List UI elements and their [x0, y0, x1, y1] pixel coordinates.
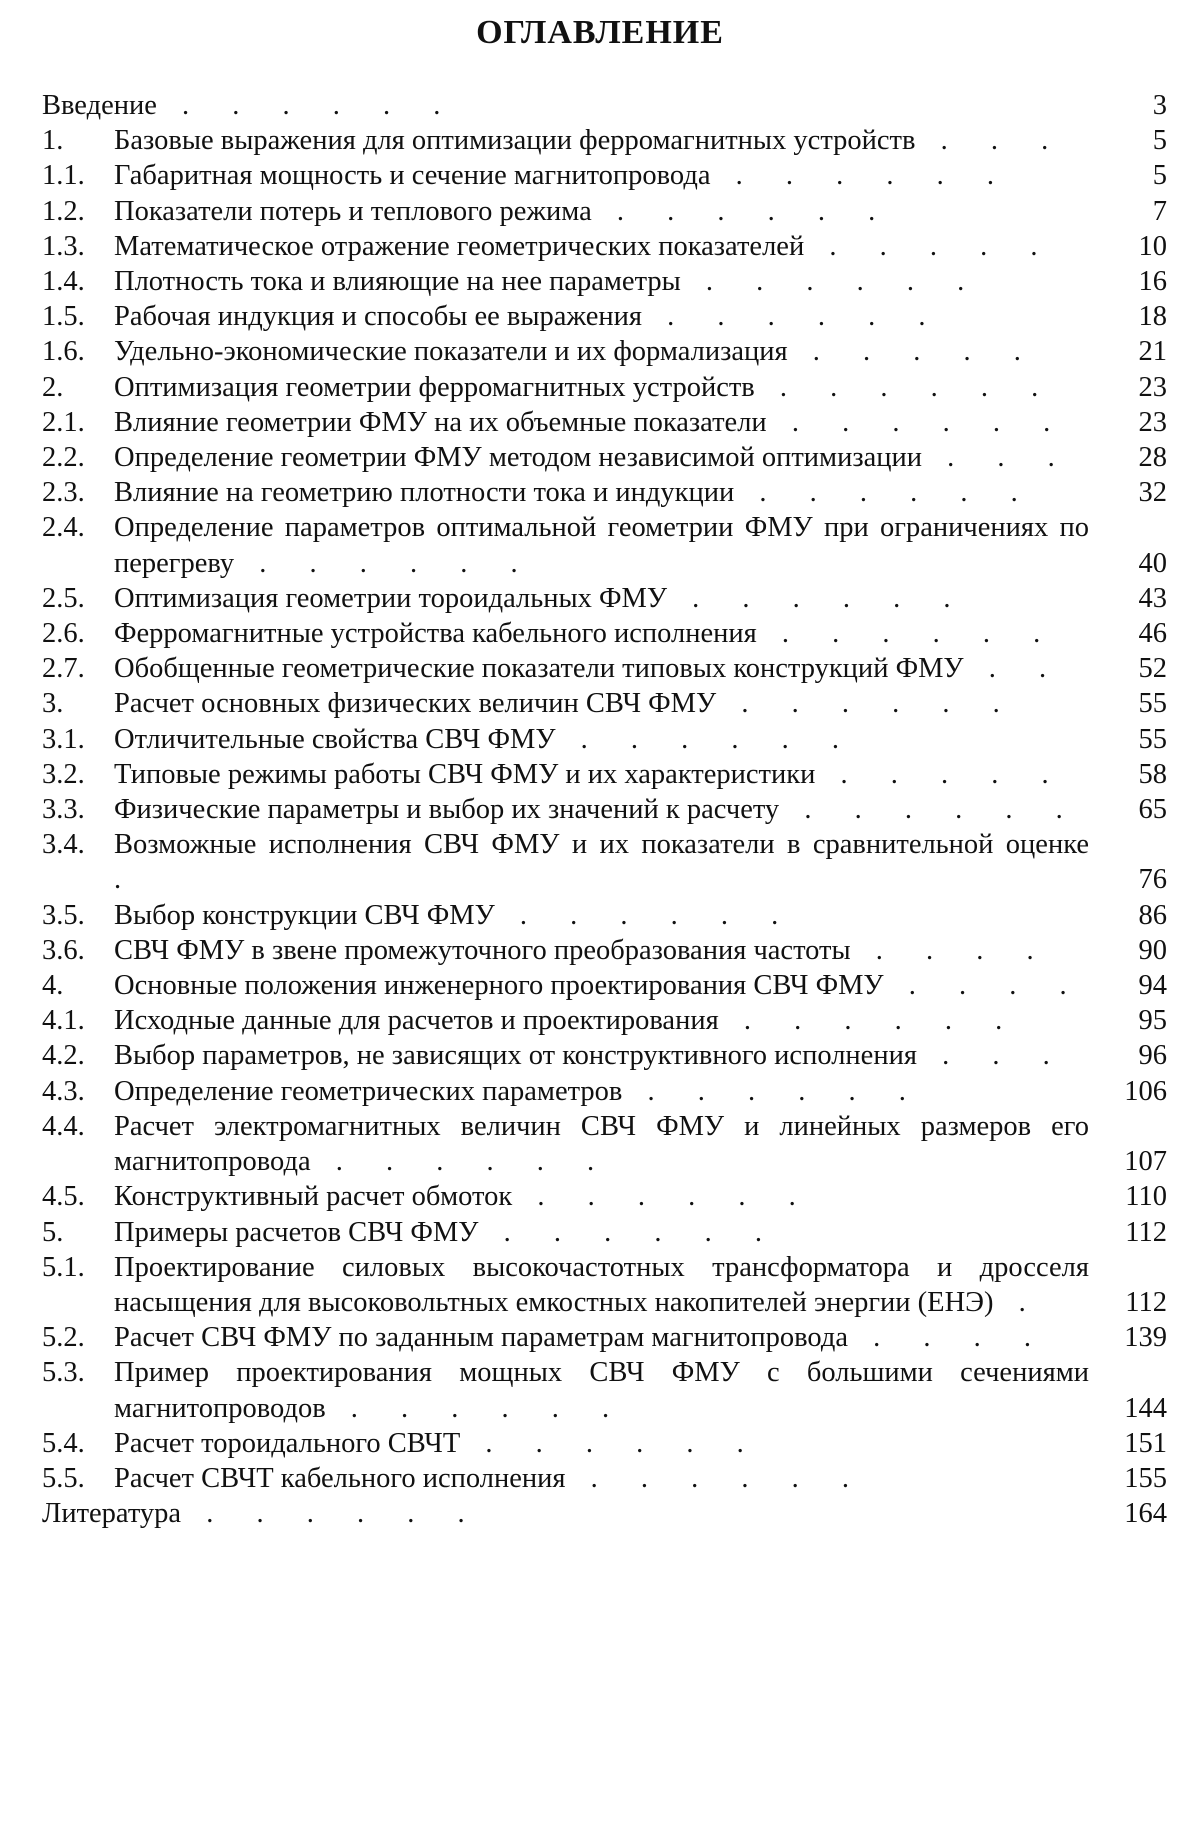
toc-entry-title-text: Влияние на геометрию плотности тока и индукции — [114, 477, 735, 509]
toc-entry-title — [114, 757, 1097, 792]
dot-leader: . . . . — [850, 934, 1052, 966]
toc-entry — [42, 1003, 1167, 1038]
toc-entry-title-text: Физические параметры и выбор их значений к расчету — [114, 794, 780, 826]
toc-entry-number: 1.6. — [42, 336, 85, 368]
toc-entry — [42, 475, 1167, 510]
dot-leader: . . . . . . — [642, 301, 944, 333]
toc-entry-title — [114, 968, 1097, 1003]
toc-entry-title — [114, 1003, 1097, 1038]
toc-entry-page: 7 — [1152, 195, 1167, 227]
toc-entry — [42, 405, 1167, 440]
toc-entry-title — [114, 1250, 1097, 1320]
toc-entry-number: 1.1. — [42, 160, 85, 192]
toc-entry-title — [114, 1320, 1097, 1355]
dot-leader: . . . . . . — [734, 477, 1036, 509]
toc-entry — [42, 616, 1167, 651]
toc-entry-title — [114, 686, 1097, 721]
toc-entry-number: 2.5. — [42, 582, 85, 614]
toc-entry-title — [114, 581, 1097, 616]
toc-entry-title-text: Расчет СВЧ ФМУ по заданным параметрам магнитопровода — [114, 1322, 849, 1354]
toc-entry-title-text: Конструктивный расчет обмоток — [114, 1181, 513, 1213]
toc-entry-page: 23 — [1138, 371, 1167, 403]
toc-entry-number: 5.4. — [42, 1427, 85, 1459]
toc-entry-page: 52 — [1138, 653, 1167, 685]
toc-entry — [42, 581, 1167, 616]
dot-leader: . . . . . . — [756, 618, 1059, 650]
dot-leader: . . . . . . — [234, 547, 536, 579]
toc-entry-title — [114, 1074, 1097, 1109]
dot-leader: . . . . . . — [555, 723, 858, 755]
toc-entry-title — [114, 334, 1097, 369]
toc-entry-page: 10 — [1138, 230, 1167, 262]
toc-entry-number: 2.7. — [42, 653, 85, 685]
dot-leader: . . . . . . — [710, 160, 1013, 192]
toc-entry-title — [114, 475, 1097, 510]
toc-entry-title-text: Удельно-экономические показатели и их формализация — [114, 336, 788, 368]
dot-leader: . . . . . . — [667, 582, 969, 614]
toc-entry-page: 86 — [1138, 899, 1167, 931]
toc-entry-number: 3.4. — [42, 829, 85, 861]
toc-entry-title-text: Габаритная мощность и сечение магнитопровода — [114, 160, 711, 192]
toc-entry-page: 155 — [1124, 1462, 1167, 1494]
toc-entry-page: 106 — [1124, 1075, 1167, 1107]
toc-entry-page: 40 — [1138, 547, 1167, 579]
dot-leader: . . . . . . — [754, 371, 1057, 403]
toc-entry-title-text: Математическое отражение геометрических показателей — [114, 230, 805, 262]
dot-leader: . . . — [915, 125, 1067, 157]
toc-entry-title-text: Оптимизация геометрии ферромагнитных устройств — [114, 371, 755, 403]
toc-entry-title-text: Проектирование силовых высокочастотных трансформатора и дросселя насыщения для высоковольтных емкостных накопителей энергии (ЕНЭ) — [114, 1251, 1089, 1318]
toc-entry — [42, 1426, 1167, 1461]
toc-entry-title-text: Расчет основных физических величин СВЧ ФМУ — [114, 688, 717, 720]
toc-entry-page: 107 — [1124, 1146, 1167, 1178]
toc-entry — [42, 510, 1167, 580]
toc-entry-number: 2.1. — [42, 406, 85, 438]
toc-entry — [42, 229, 1167, 264]
toc-entry-title — [114, 299, 1097, 334]
toc-entry-title — [114, 898, 1097, 933]
toc-entry-page: 94 — [1138, 970, 1167, 1002]
toc-entry — [42, 1250, 1167, 1320]
toc-entry-number: 1.2. — [42, 195, 85, 227]
dot-leader: . . . . . . — [622, 1075, 924, 1107]
toc-entry-title — [114, 370, 1097, 405]
toc-entry-number: 5.2. — [42, 1322, 85, 1354]
toc-entry — [42, 1179, 1167, 1214]
toc-entry-page: 110 — [1125, 1181, 1167, 1213]
toc-entry-page: 32 — [1138, 477, 1167, 509]
toc-entry-page: 139 — [1124, 1322, 1167, 1354]
toc-entry-title — [114, 1179, 1097, 1214]
toc-entry-title — [114, 1215, 1097, 1250]
toc-entry-number: 5. — [42, 1216, 64, 1248]
toc-entry-page: 16 — [1138, 266, 1167, 298]
toc-entry-title — [42, 1496, 1097, 1531]
toc-entry — [42, 1461, 1167, 1496]
toc-entry-title-text: Плотность тока и влияющие на нее параметры — [114, 266, 681, 298]
dot-leader: . . . . . . — [591, 195, 894, 227]
toc-entry-page: 46 — [1138, 618, 1167, 650]
toc-entry — [42, 88, 1167, 123]
toc-entry-title — [114, 827, 1097, 897]
toc-entry-title — [114, 1355, 1097, 1425]
toc-entry — [42, 757, 1167, 792]
toc-entry-title — [114, 616, 1097, 651]
toc-entry-page: 23 — [1138, 406, 1167, 438]
toc-entry-number: 4.3. — [42, 1075, 85, 1107]
toc-entry-number: 3.3. — [42, 794, 85, 826]
toc-entry-page: 144 — [1124, 1392, 1167, 1424]
toc-entry-title-text: Определение параметров оптимальной геометрии ФМУ при ограничениях по перегреву — [114, 512, 1089, 579]
toc-entry-title — [114, 405, 1097, 440]
toc-entry-number: 3.5. — [42, 899, 85, 931]
toc-entry-page: 43 — [1138, 582, 1167, 614]
toc-entry-number: 5.5. — [42, 1462, 85, 1494]
toc-entry-title — [114, 792, 1097, 827]
toc-entry-page: 65 — [1138, 794, 1167, 826]
toc-entry-number: 4. — [42, 970, 64, 1002]
toc-entry-title — [114, 158, 1097, 193]
dot-leader: . — [114, 864, 140, 896]
toc-entry-number: 4.1. — [42, 1005, 85, 1037]
toc-entry — [42, 1109, 1167, 1179]
toc-entry-title-text: Оптимизация геометрии тороидальных ФМУ — [114, 582, 668, 614]
toc-entry — [42, 827, 1167, 897]
toc-entry-title — [42, 88, 1097, 123]
toc-entry-page: 112 — [1125, 1216, 1167, 1248]
toc-entry-page: 90 — [1138, 934, 1167, 966]
toc-entry — [42, 123, 1167, 158]
dot-leader: . . . . — [883, 970, 1085, 1002]
toc-entry-page: 5 — [1152, 160, 1167, 192]
toc-entry — [42, 334, 1167, 369]
toc-entry-title-text: Отличительные свойства СВЧ ФМУ — [114, 723, 556, 755]
toc-entry-number: 2.6. — [42, 618, 85, 650]
toc-entry-title-text: Определение геометрии ФМУ методом независимой оптимизации — [114, 442, 923, 474]
toc-entry-page: 76 — [1138, 864, 1167, 896]
toc-entry-title — [114, 264, 1097, 299]
dot-leader: . . . . . . — [718, 1005, 1021, 1037]
toc-entry-page: 5 — [1152, 125, 1167, 157]
dot-leader: . . . . . — [815, 758, 1067, 790]
page-title: ОГЛАВЛЕНИЕ — [476, 14, 724, 51]
toc-entry-number: 1.3. — [42, 230, 85, 262]
toc-entry-number: 1. — [42, 125, 64, 157]
toc-entry-title-text: Влияние геометрии ФМУ на их объемные показатели — [114, 406, 767, 438]
toc-entry — [42, 299, 1167, 334]
toc-entry-title-text: Расчет СВЧТ кабельного исполнения — [114, 1462, 566, 1494]
toc-entry — [42, 722, 1167, 757]
toc-entry-title — [114, 1038, 1097, 1073]
dot-leader: . . . . . . — [460, 1427, 762, 1459]
toc-entry-title — [114, 510, 1097, 580]
toc-entry-title — [114, 123, 1097, 158]
toc-entry-title-text: Обобщенные геометрические показатели типовых конструкций ФМУ — [114, 653, 964, 685]
dot-leader: . . — [963, 653, 1065, 685]
dot-leader: . . . . . . — [325, 1392, 628, 1424]
toc-entry-title — [114, 440, 1097, 475]
toc-entry-page: 55 — [1138, 688, 1167, 720]
dot-leader: . . . . . . — [779, 794, 1081, 826]
toc-entry — [42, 651, 1167, 686]
toc-entry — [42, 194, 1167, 229]
toc-entry-page: 21 — [1138, 336, 1167, 368]
toc-entry-title-text: Исходные данные для расчетов и проектирования — [114, 1005, 719, 1037]
dot-leader: . . . . . . — [680, 266, 983, 298]
toc-entry-number: 4.4. — [42, 1110, 85, 1142]
toc-entry-number: 4.2. — [42, 1040, 85, 1072]
dot-leader: . . . . . . — [494, 899, 797, 931]
toc-entry — [42, 1320, 1167, 1355]
toc-entry-title — [114, 1426, 1097, 1461]
toc-entry-title — [114, 722, 1097, 757]
toc-entry-title-text: Расчет электромагнитных величин СВЧ ФМУ и линейных размеров его магнитопровода — [114, 1110, 1089, 1178]
toc-entry-page: 3 — [1152, 90, 1167, 121]
toc-entry-number: 5.1. — [42, 1251, 85, 1283]
toc-entry-number: 2. — [42, 371, 64, 403]
toc-entry-title — [114, 651, 1097, 686]
toc-entry-number: 2.3. — [42, 477, 85, 509]
toc-entry-page: 55 — [1138, 723, 1167, 755]
dot-leader: . . . . . . — [310, 1146, 613, 1178]
dot-leader: . . . . . . — [565, 1462, 867, 1494]
toc-entry-page: 112 — [1125, 1286, 1167, 1318]
toc-entry-title-text: Типовые режимы работы СВЧ ФМУ и их характеристики — [114, 758, 816, 790]
toc-entry-title-text: Показатели потерь и теплового режима — [114, 195, 592, 227]
toc-entry-number: 1.4. — [42, 266, 85, 298]
table-of-contents — [42, 88, 1167, 1531]
toc-entry-title-text: Примеры расчетов СВЧ ФМУ — [114, 1216, 479, 1248]
dot-leader: . . . — [922, 442, 1073, 474]
toc-entry — [42, 1074, 1167, 1109]
dot-leader: . . . . . . — [181, 1498, 483, 1530]
toc-entry-title-text: Литература — [42, 1498, 182, 1530]
dot-leader: . . . . . . — [478, 1216, 780, 1248]
toc-entry-page: 96 — [1138, 1040, 1167, 1072]
toc-entry-title-text: Ферромагнитные устройства кабельного исполнения — [114, 618, 757, 650]
toc-entry-page: 151 — [1124, 1427, 1167, 1459]
dot-leader: . . . . . . — [716, 688, 1018, 720]
dot-leader: . — [993, 1286, 1044, 1318]
toc-entry-title-text: Рабочая индукция и способы ее выражения — [114, 301, 642, 333]
toc-entry — [42, 686, 1167, 721]
toc-entry — [42, 158, 1167, 193]
toc-entry-number: 4.5. — [42, 1181, 85, 1213]
toc-entry — [42, 1496, 1167, 1531]
dot-leader: . . . . . . — [156, 90, 459, 121]
toc-entry-title — [114, 194, 1097, 229]
toc-entry-number: 3. — [42, 688, 64, 720]
toc-entry-number: 2.4. — [42, 512, 85, 544]
dot-leader: . . . . . . — [766, 406, 1069, 438]
toc-entry-number: 1.5. — [42, 301, 85, 333]
dot-leader: . . . . — [848, 1322, 1050, 1354]
toc-entry-number: 5.3. — [42, 1357, 85, 1389]
toc-entry-title-text: Основные положения инженерного проектирования СВЧ ФМУ — [114, 970, 884, 1002]
toc-entry — [42, 1038, 1167, 1073]
toc-entry-page: 18 — [1138, 301, 1167, 333]
toc-entry — [42, 792, 1167, 827]
toc-entry — [42, 264, 1167, 299]
toc-entry-page: 58 — [1138, 758, 1167, 790]
toc-entry-page: 28 — [1138, 442, 1167, 474]
toc-entry-title-text: Выбор конструкции СВЧ ФМУ — [114, 899, 495, 931]
dot-leader: . . . — [916, 1040, 1068, 1072]
toc-entry — [42, 370, 1167, 405]
toc-entry-number: 3.2. — [42, 758, 85, 790]
toc-entry-number: 2.2. — [42, 442, 85, 474]
toc-entry-page: 95 — [1138, 1005, 1167, 1037]
toc-entry-title-text: Выбор параметров, не зависящих от конструктивного исполнения — [114, 1040, 917, 1072]
toc-entry — [42, 440, 1167, 475]
toc-entry — [42, 1215, 1167, 1250]
toc-entry-page: 164 — [1124, 1498, 1167, 1530]
dot-leader: . . . . . — [804, 230, 1056, 262]
toc-entry-title-text: Возможные исполнения СВЧ ФМУ и их показатели в сравнительной оценке — [114, 829, 1089, 861]
toc-entry-title — [114, 1461, 1097, 1496]
dot-leader: . . . . . . — [512, 1181, 814, 1213]
toc-entry-title-text: Введение — [42, 90, 157, 121]
dot-leader: . . . . . — [787, 336, 1039, 368]
toc-entry-number: 3.1. — [42, 723, 85, 755]
toc-entry — [42, 898, 1167, 933]
toc-entry — [42, 1355, 1167, 1425]
toc-entry-title-text: Пример проектирования мощных СВЧ ФМУ с большими сечениями магнитопроводов — [114, 1357, 1089, 1424]
toc-entry — [42, 968, 1167, 1003]
toc-entry-title-text: Определение геометрических параметров — [114, 1075, 623, 1107]
toc-entry-number: 3.6. — [42, 934, 85, 966]
toc-entry-title-text: Расчет тороидального СВЧТ — [114, 1427, 461, 1459]
toc-entry-title — [114, 1109, 1097, 1179]
toc-entry-title — [114, 229, 1097, 264]
toc-entry — [42, 933, 1167, 968]
toc-entry-title-text: СВЧ ФМУ в звене промежуточного преобразования частоты — [114, 934, 851, 966]
toc-entry-title-text: Базовые выражения для оптимизации ферромагнитных устройств — [114, 125, 916, 157]
toc-entry-title — [114, 933, 1097, 968]
